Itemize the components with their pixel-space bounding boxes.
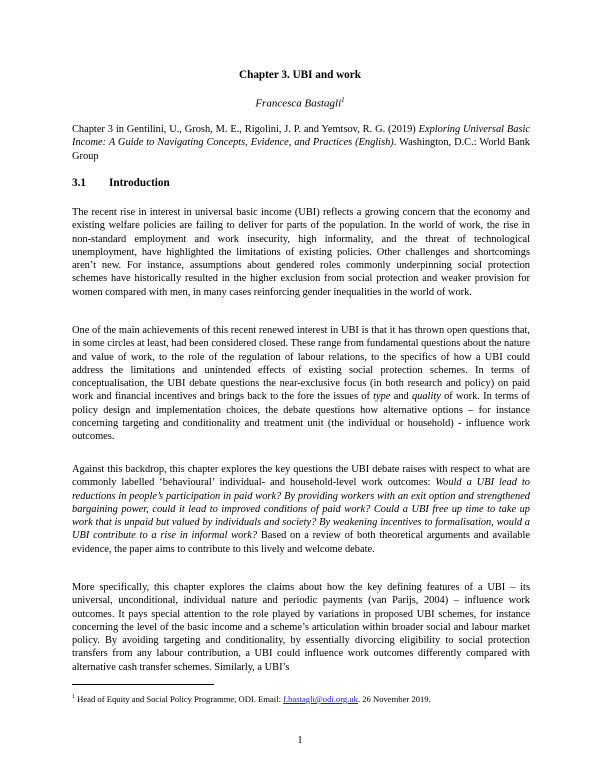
paragraph-1: The recent rise in interest in universal basic income (UBI) reflects a growing concern that the economy and existing welfare policies are failing to deliver for parts of the population. In the world of work, the rise in non-standard employment and work insecurity, high informality, and the threat of technological unemployment, have highlighted the limitations of existing policies. Other challenges and shortcomings aren’t new. For instance, assumptions about gendered roles commonly underpinning social protection schemes have historically resulted in the higher exclusion from social protection and weaker provision for women compared with men, in many cases reinforcing gender inequalities in the world of work. — [72, 207, 530, 298]
p2-text-c: of work. In terms of policy design and implementation choices, the debate questions how alternative options – for instance concerning targeting and conditionality and treatment unit (the individual or household) - influence work outcomes. — [72, 391, 531, 443]
page-number: 1 — [297, 735, 303, 746]
footnote-text: Head of Equity and Social Policy Programme, ODI. Email: — [75, 693, 284, 704]
citation-book-title: Exploring Universal Basic Income: A Guide to Navigating Concepts, Evidence, and Practices (English) — [72, 124, 530, 149]
chapter-title: Chapter 3. UBI and work — [239, 69, 361, 81]
author-line — [0, 96, 600, 110]
author-name: Francesca Bastagli — [255, 97, 342, 110]
citation-prefix: Chapter 3 in Gentilini, U., Grosh, M. E., Rigolini, J. P. and Yemtsov, R. G. (2019) — [72, 124, 419, 135]
footnote-marker[interactable]: 1 — [341, 96, 345, 104]
p2-text-b: and — [390, 391, 412, 403]
paragraph-3 — [72, 463, 530, 556]
email-link[interactable]: f.bastagli@odi.org.uk — [283, 693, 358, 704]
paragraph-2 — [72, 324, 530, 444]
paragraph-4: More specifically, this chapter explores the claims about how the key defining features of a UBI – its universal, unconditional, individual nature and periodic payments (van Parijs, 2004) – influence work outcomes. It pays special attention to the role played by variations in proposed UBI schemes, for instance concerning the level of the basic income and a scheme’s articulation within broader social and labour market policy. By avoiding targeting and conditionality, by essentially divorcing eligibility to social protection transfers from any labour contribution, a UBI could influence work outcomes differently compared with alternative cash transfer schemes. Similarly, a UBI’s — [72, 582, 530, 673]
section-heading — [72, 177, 170, 189]
p2-emphasis-type: type — [373, 391, 391, 403]
footnote-date: . 26 November 2019. — [357, 693, 431, 704]
citation-suffix: . Washington, D.C.: World Bank Group — [72, 137, 530, 162]
citation — [72, 123, 530, 163]
footnote-mark: 1 — [72, 694, 75, 700]
p3-text-b: Based on a review of both theoretical arguments and available evidence, the paper aims to contribute to this lively and welcome debate. — [72, 530, 531, 555]
p3-questions: Would a UBI lead to reductions in people’s participation in paid work? By providing workers with an exit option and strengthened bargaining power, could it lead to improved conditions of paid work? Could a UBI free up time to take up work that is unpaid but valued by individuals and society? By weakening incentives to formalisation, would a UBI contribute to a rise in informal work? — [72, 477, 531, 542]
p2-text-a: One of the main achievements of this recent renewed interest in UBI is that it has thrown open questions that, in some circles at least, had been considered closed. These range from fundamental questions about the nature and value of work, to the role of the regulation of labour relations, to the specifics of how a UBI could address the limitations and unintended effects of existing social protection schemes. In terms of conceptualisation, the UBI debate questions the near-exclusive focus (in both research and policy) on paid work and financial incentives and brings back to the fore the issues of — [72, 325, 530, 403]
footnote-rule — [72, 684, 214, 685]
p2-emphasis-quality: quality — [411, 391, 441, 403]
section-title: Introduction — [109, 177, 170, 189]
footnote — [72, 692, 530, 705]
section-number: 3.1 — [72, 177, 86, 189]
p3-text-a: Against this backdrop, this chapter explores the key questions the UBI debate raises with respect to what are commonly labelled ‘behavioural’ individual- and household-level work outcomes: — [72, 464, 530, 489]
